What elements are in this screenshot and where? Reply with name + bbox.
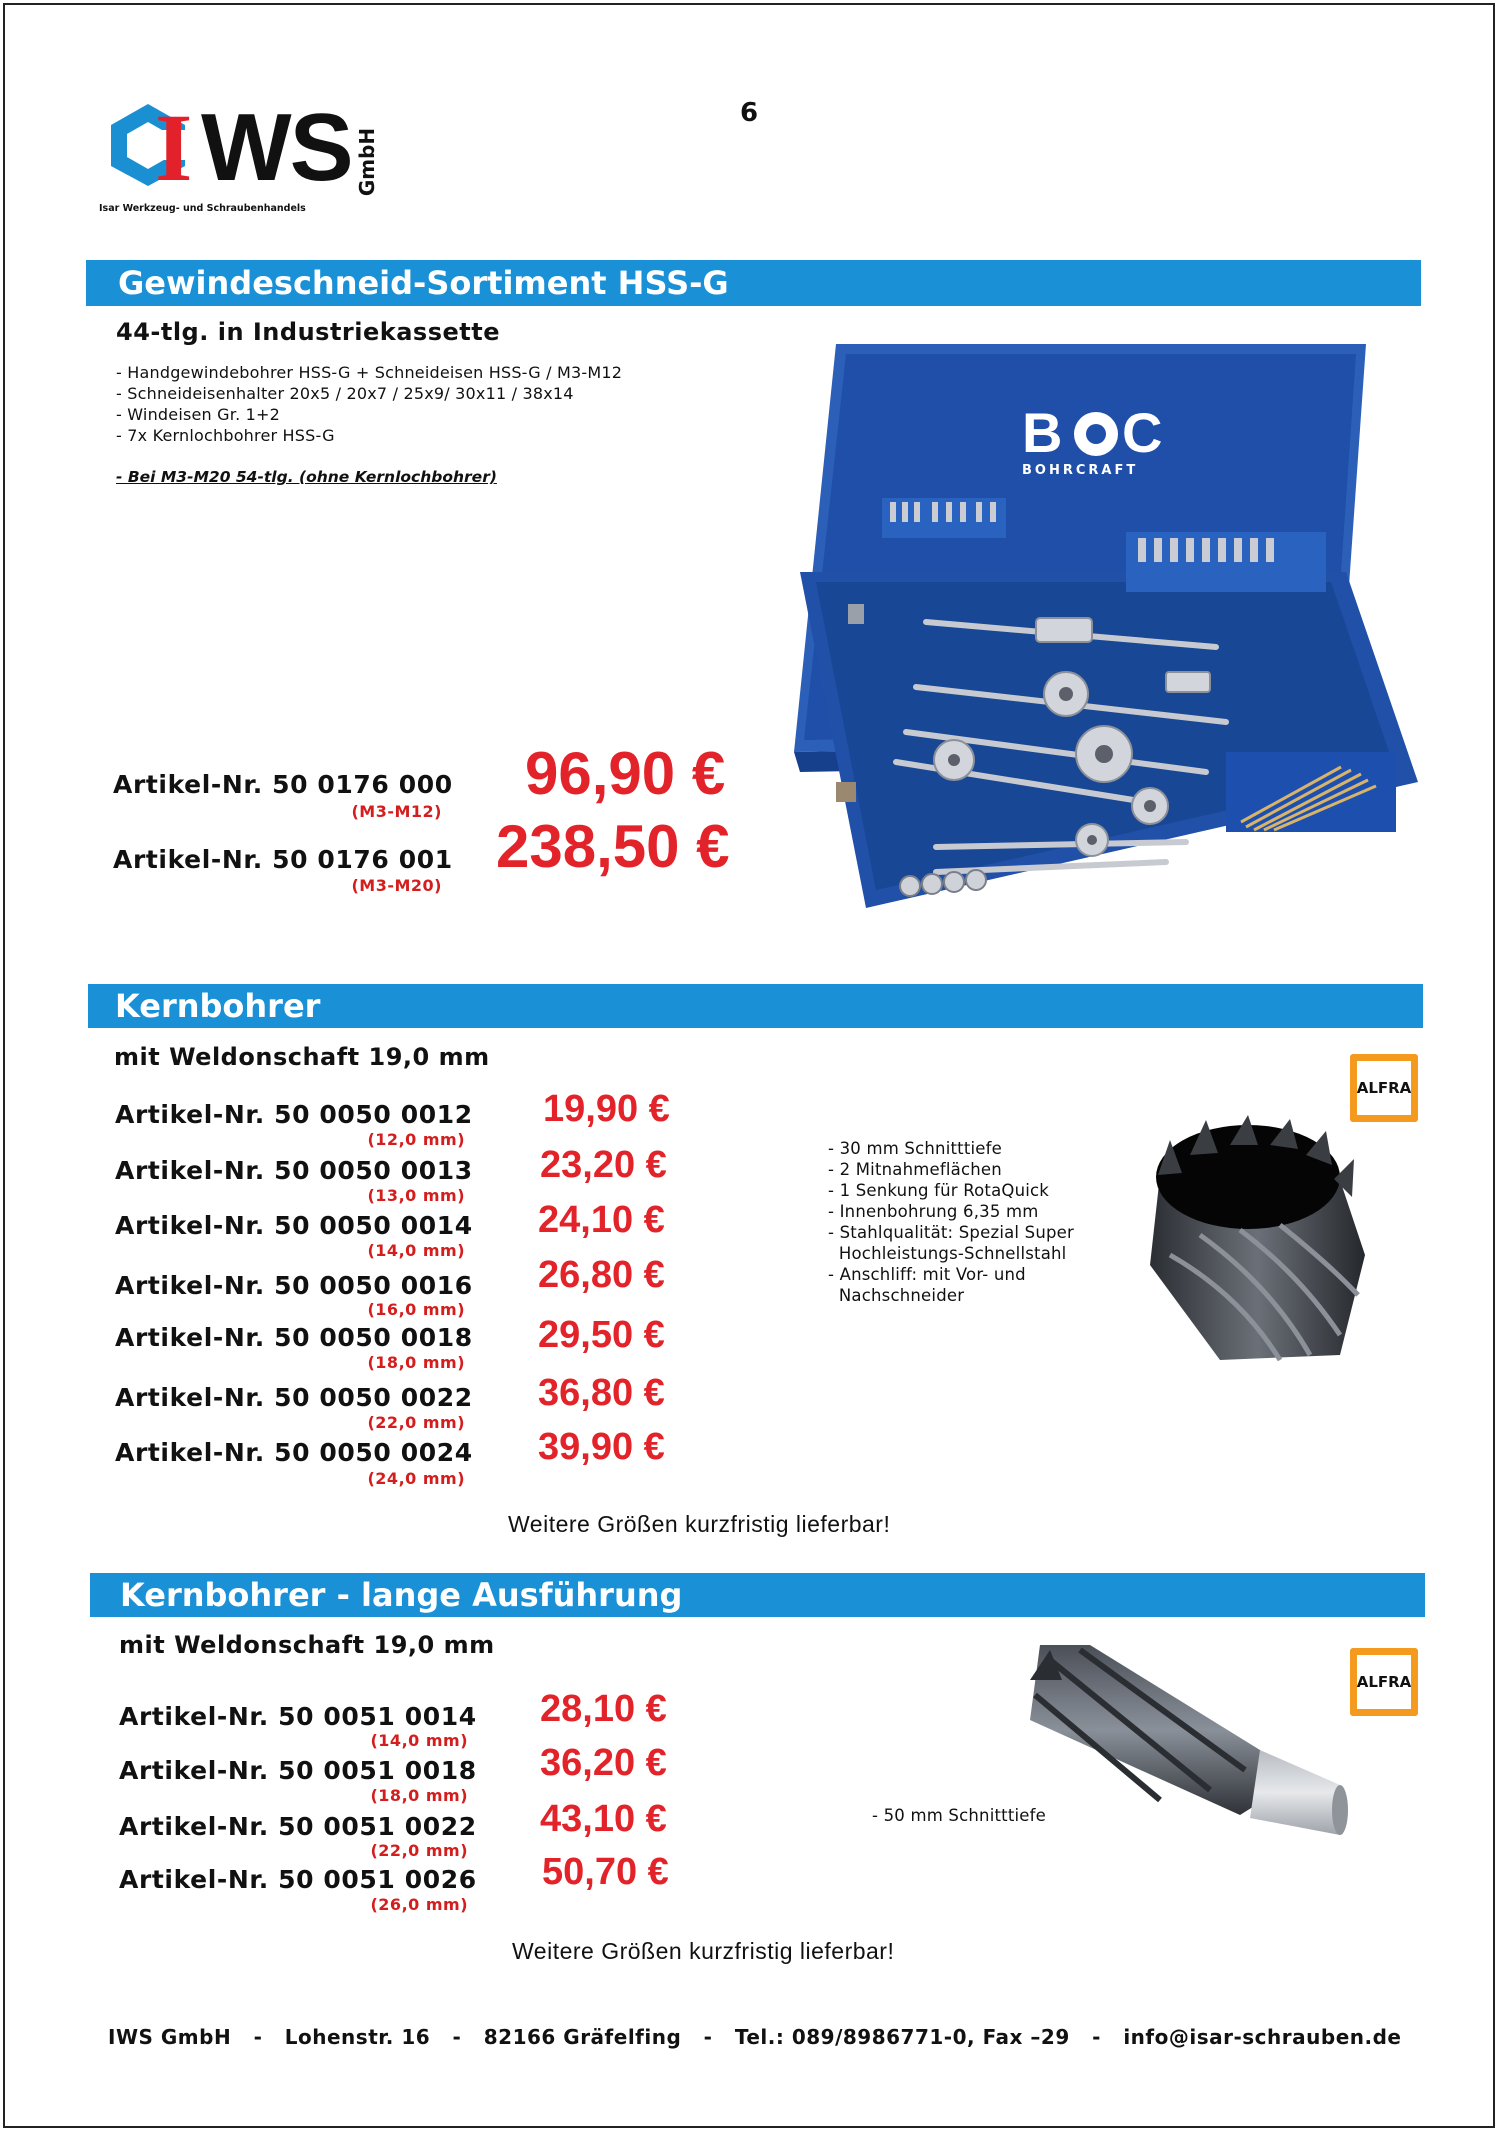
feature-item: - Schneideisenhalter 20x5 / 20x7 / 25x9/ 30x11 / 38x14 (116, 384, 574, 403)
feature-item: - 1 Senkung für RotaQuick (828, 1181, 1050, 1200)
feature-item: - 7x Kernlochbohrer HSS-G (116, 426, 335, 445)
brand-badge (1350, 1648, 1418, 1716)
svg-text:B: B (1022, 401, 1063, 464)
section-title-bar: Kernbohrer (88, 984, 1423, 1028)
long-core-drill-image (1010, 1640, 1355, 1845)
size-label: (14,0 mm) (367, 1241, 465, 1260)
section-subtitle: mit Weldonschaft 19,0 mm (114, 1043, 490, 1071)
article-number: Artikel-Nr. 50 0050 0018 (115, 1323, 473, 1352)
page-number: 6 (740, 98, 759, 128)
size-label: (18,0 mm) (367, 1353, 465, 1372)
brand-badge (1350, 1054, 1418, 1122)
article-number: Artikel-Nr. 50 0051 0026 (119, 1865, 477, 1894)
feature-item: - Innenbohrung 6,35 mm (828, 1202, 1039, 1221)
article-number: Artikel-Nr. 50 0176 001 (113, 845, 453, 874)
article-number: Artikel-Nr. 50 0050 0013 (115, 1156, 473, 1185)
price: 50,70 € (542, 1851, 669, 1893)
size-label: (12,0 mm) (367, 1130, 465, 1149)
size-label: (22,0 mm) (367, 1413, 465, 1432)
feature-list (116, 362, 622, 446)
size-label: (22,0 mm) (370, 1841, 468, 1860)
size-label: (26,0 mm) (370, 1895, 468, 1914)
article-number: Artikel-Nr. 50 0051 0022 (119, 1812, 477, 1841)
price: 43,10 € (540, 1798, 667, 1840)
logo-letters: WS (201, 94, 352, 201)
price: 19,90 € (543, 1088, 670, 1130)
price: 26,80 € (538, 1254, 665, 1296)
section-subtitle: 44-tlg. in Industriekassette (116, 318, 500, 346)
price: 39,90 € (538, 1426, 665, 1468)
feature-item: - Windeisen Gr. 1+2 (116, 405, 281, 424)
article-number: Artikel-Nr. 50 0176 000 (113, 770, 453, 799)
article-number: Artikel-Nr. 50 0051 0018 (119, 1756, 477, 1785)
article-number: Artikel-Nr. 50 0050 0012 (115, 1100, 473, 1129)
section-title-bar: Kernbohrer - lange Ausführung (90, 1573, 1425, 1617)
svg-text:C: C (1122, 401, 1163, 464)
logo-tagline: Isar Werkzeug- und Schraubenhandels (99, 203, 306, 214)
price: 28,10 € (540, 1688, 667, 1730)
size-label: (18,0 mm) (370, 1786, 468, 1805)
size-label: (M3-M12) (351, 802, 442, 821)
section-subtitle: mit Weldonschaft 19,0 mm (119, 1631, 495, 1659)
brand-badge-label: ALFRA (1357, 1061, 1411, 1115)
feature-list (828, 1138, 1074, 1306)
price: 36,80 € (538, 1372, 665, 1414)
price: 29,50 € (538, 1314, 665, 1356)
availability-note: Weitere Größen kurzfristig lieferbar! (508, 1511, 891, 1537)
feature-item: - Anschliff: mit Vor- und (828, 1265, 1026, 1284)
article-number: Artikel-Nr. 50 0050 0022 (115, 1383, 473, 1412)
extra-note: - Bei M3-M20 54-tlg. (ohne Kernlochbohrer) (116, 468, 497, 486)
article-number: Artikel-Nr. 50 0050 0014 (115, 1211, 473, 1240)
feature-item: - Stahlqualität: Spezial Super (828, 1223, 1074, 1242)
size-label: (14,0 mm) (370, 1731, 468, 1750)
price: 96,90 € (525, 740, 726, 807)
feature-item: - 50 mm Schnitttiefe (872, 1806, 1046, 1825)
logo-suffix: GmbH (355, 127, 379, 197)
logo (95, 95, 405, 225)
price: 238,50 € (496, 813, 730, 880)
core-drill-image (1130, 1115, 1370, 1365)
availability-note: Weitere Größen kurzfristig lieferbar! (512, 1938, 895, 1964)
size-label: (13,0 mm) (367, 1186, 465, 1205)
tap-die-set-image (786, 342, 1418, 910)
feature-item: - 2 Mitnahmeflächen (828, 1160, 1002, 1179)
price: 36,20 € (540, 1742, 667, 1784)
size-label: (24,0 mm) (367, 1469, 465, 1488)
price: 24,10 € (538, 1199, 665, 1241)
brand-badge-label: ALFRA (1357, 1655, 1411, 1709)
article-number: Artikel-Nr. 50 0050 0024 (115, 1438, 473, 1467)
feature-item: - 30 mm Schnitttiefe (828, 1139, 1002, 1158)
footer-contact: IWS GmbH - Lohenstr. 16 - 82166 Gräfelfing - Tel.: 089/8986771-0, Fax –29 - info@isar-schrauben.de (108, 2025, 1402, 2049)
article-number: Artikel-Nr. 50 0051 0014 (119, 1702, 477, 1731)
feature-item: Hochleistungs-Schnellstahl (828, 1244, 1067, 1263)
size-label: (16,0 mm) (367, 1300, 465, 1319)
section-title-bar: Gewindeschneid-Sortiment HSS-G (86, 260, 1421, 306)
svg-text:BOHRCRAFT: BOHRCRAFT (1022, 463, 1139, 478)
logo-letter-i: I (155, 94, 193, 201)
price: 23,20 € (540, 1144, 667, 1186)
article-number: Artikel-Nr. 50 0050 0016 (115, 1271, 473, 1300)
feature-item: - Handgewindebohrer HSS-G + Schneideisen HSS-G / M3-M12 (116, 363, 623, 382)
size-label: (M3-M20) (351, 876, 442, 895)
feature-item: Nachschneider (828, 1286, 965, 1305)
